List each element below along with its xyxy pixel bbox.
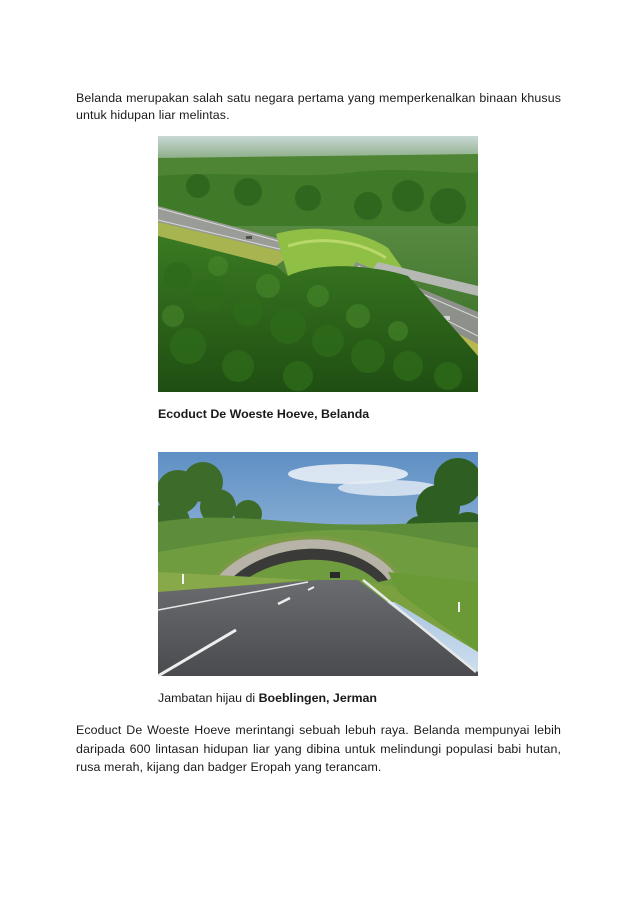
figure2-caption-location: Boeblingen, Jerman — [258, 691, 378, 705]
closing-paragraph: Ecoduct De Woeste Hoeve merintangi sebuah lebuh raya. Belanda mempunyai lebih daripada 600 lintasan hidupan liar yang dibina untuk melindungi populasi babi hutan, rusa merah, kijang dan badger Eropah yang terancam. — [76, 723, 561, 774]
figure1-caption: Ecoduct De Woeste Hoeve, Belanda — [158, 407, 370, 421]
green-bridge-photo — [158, 452, 478, 676]
figure2-caption — [158, 690, 377, 706]
intro-paragraph: Belanda merupakan salah satu negara pertama yang memperkenalkan binaan khusus untuk hidupan liar melintas. — [76, 91, 561, 122]
figure2-caption-prefix: Jambatan hijau di — [158, 691, 259, 705]
ecoduct-aerial-photo — [158, 136, 478, 392]
